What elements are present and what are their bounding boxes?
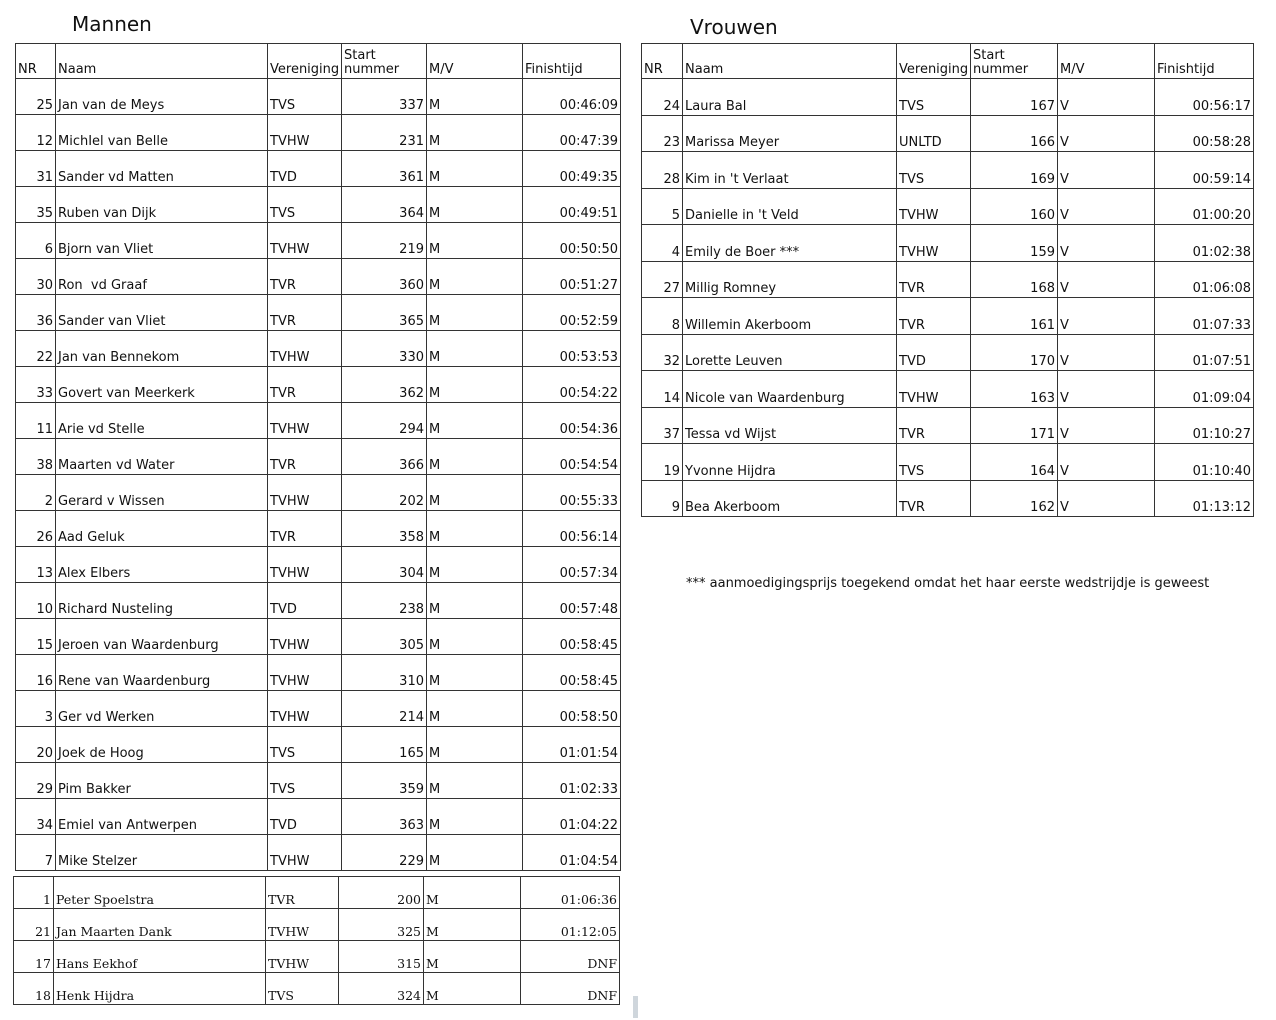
cell-club: TVHW [268, 223, 342, 259]
cell-mv: M [427, 151, 523, 187]
cell-name: Jan van de Meys [56, 79, 268, 115]
cell-club: TVHW [268, 403, 342, 439]
cell-nr: 31 [16, 151, 56, 187]
cell-mv: V [1058, 79, 1155, 116]
cell-name: Jeroen van Waardenburg [56, 619, 268, 655]
cell-mv: M [424, 877, 521, 909]
cell-nr: 23 [642, 115, 683, 152]
cell-start-number: 167 [971, 79, 1058, 116]
cell-club: TVS [268, 79, 342, 115]
cell-mv: V [1058, 298, 1155, 335]
cell-start-number: 324 [339, 973, 424, 1005]
table-row [16, 655, 621, 691]
cell-finish-time: 01:10:27 [1155, 407, 1254, 444]
cell-name: Sander van Vliet [56, 295, 268, 331]
table-row [642, 371, 1254, 408]
table-row [642, 298, 1254, 335]
cell-finish-time: 01:02:33 [523, 763, 621, 799]
cell-start-number: 358 [342, 511, 427, 547]
cell-start-number: 164 [971, 444, 1058, 481]
cell-finish-time: 00:52:59 [523, 295, 621, 331]
cell-finish-time: 00:58:50 [523, 691, 621, 727]
header-mv: M/V [1058, 44, 1155, 79]
cell-name: Hans Eekhof [54, 941, 266, 973]
table-row [16, 475, 621, 511]
cell-nr: 6 [16, 223, 56, 259]
cell-name: Richard Nusteling [56, 583, 268, 619]
table-row [16, 115, 621, 151]
cell-club: TVR [897, 298, 971, 335]
cell-finish-time: 00:56:17 [1155, 79, 1254, 116]
cell-finish-time: 01:07:51 [1155, 334, 1254, 371]
footnote: *** aanmoedigingsprijs toegekend omdat het haar eerste wedstrijdje is geweest [686, 576, 1210, 591]
table-row [16, 727, 621, 763]
cell-name: Jan Maarten Dank [54, 909, 266, 941]
cell-nr: 29 [16, 763, 56, 799]
cell-finish-time: 01:07:33 [1155, 298, 1254, 335]
cell-mv: V [1058, 371, 1155, 408]
cell-start-number: 365 [342, 295, 427, 331]
cell-finish-time: 01:10:40 [1155, 444, 1254, 481]
header-name: Naam [683, 44, 897, 79]
header-club: Vereniging [897, 44, 971, 79]
cell-finish-time: 00:55:33 [523, 475, 621, 511]
header-nr: NR [642, 44, 683, 79]
cell-start-number: 361 [342, 151, 427, 187]
cell-finish-time: 00:51:27 [523, 259, 621, 295]
cell-club: TVHW [268, 547, 342, 583]
cell-nr: 17 [14, 941, 54, 973]
table-row [16, 295, 621, 331]
cell-name: Joek de Hoog [56, 727, 268, 763]
cell-nr: 18 [14, 973, 54, 1005]
table-row [16, 835, 621, 871]
cell-nr: 10 [16, 583, 56, 619]
cell-mv: M [427, 367, 523, 403]
cell-start-number: 165 [342, 727, 427, 763]
cell-nr: 4 [642, 225, 683, 262]
cell-club: TVR [268, 511, 342, 547]
cell-start-number: 159 [971, 225, 1058, 262]
cell-nr: 36 [16, 295, 56, 331]
cell-finish-time: 00:54:36 [523, 403, 621, 439]
cell-club: TVS [897, 444, 971, 481]
cell-club: TVHW [268, 475, 342, 511]
men-results-table [15, 43, 621, 871]
header-start-number: Start nummer [342, 44, 427, 79]
cell-mv: V [1058, 188, 1155, 225]
cell-start-number: 330 [342, 331, 427, 367]
table-row [16, 223, 621, 259]
cell-finish-time: 01:02:38 [1155, 225, 1254, 262]
header-mv: M/V [427, 44, 523, 79]
cell-finish-time: 01:12:05 [521, 909, 620, 941]
cell-club: TVHW [268, 691, 342, 727]
cell-start-number: 362 [342, 367, 427, 403]
table-row [16, 187, 621, 223]
cell-start-number: 305 [342, 619, 427, 655]
cell-name: Mike Stelzer [56, 835, 268, 871]
cell-nr: 37 [642, 407, 683, 444]
cell-nr: 25 [16, 79, 56, 115]
cell-finish-time: DNF [521, 973, 620, 1005]
cell-name: Marissa Meyer [683, 115, 897, 152]
cell-finish-time: 00:49:35 [523, 151, 621, 187]
cell-nr: 11 [16, 403, 56, 439]
cell-finish-time: 00:58:45 [523, 655, 621, 691]
cell-club: UNLTD [897, 115, 971, 152]
table-row [642, 225, 1254, 262]
cell-club: TVD [268, 583, 342, 619]
cell-start-number: 325 [339, 909, 424, 941]
cell-club: TVD [897, 334, 971, 371]
cell-name: Ron vd Graaf [56, 259, 268, 295]
cell-club: TVHW [268, 115, 342, 151]
header-start-number: Start nummer [971, 44, 1058, 79]
women-results-table [641, 43, 1254, 517]
cell-name: Ger vd Werken [56, 691, 268, 727]
cell-club: TVS [266, 973, 339, 1005]
cell-mv: M [427, 403, 523, 439]
cell-mv: V [1058, 407, 1155, 444]
cell-club: TVS [897, 152, 971, 189]
table-row [642, 480, 1254, 517]
cell-start-number: 160 [971, 188, 1058, 225]
cell-mv: M [427, 223, 523, 259]
cell-nr: 3 [16, 691, 56, 727]
table-row [642, 444, 1254, 481]
cell-mv: V [1058, 115, 1155, 152]
cell-club: TVHW [897, 225, 971, 262]
cell-name: Kim in 't Verlaat [683, 152, 897, 189]
cell-mv: M [427, 295, 523, 331]
cell-mv: M [427, 691, 523, 727]
table-row [642, 407, 1254, 444]
cell-start-number: 366 [342, 439, 427, 475]
cell-club: TVS [268, 727, 342, 763]
cell-finish-time: 00:54:22 [523, 367, 621, 403]
table-row [16, 403, 621, 439]
cell-mv: M [424, 941, 521, 973]
cell-nr: 30 [16, 259, 56, 295]
cell-start-number: 238 [342, 583, 427, 619]
cell-mv: M [427, 763, 523, 799]
cell-name: MichIel van Belle [56, 115, 268, 151]
cell-name: Ruben van Dijk [56, 187, 268, 223]
cell-mv: M [427, 799, 523, 835]
table-header-row [642, 44, 1254, 79]
cell-start-number: 202 [342, 475, 427, 511]
cell-club: TVR [266, 877, 339, 909]
cell-name: Laura Bal [683, 79, 897, 116]
cell-start-number: 161 [971, 298, 1058, 335]
header-club: Vereniging [268, 44, 342, 79]
cell-mv: V [1058, 225, 1155, 262]
table-row [16, 691, 621, 727]
cell-club: TVR [897, 480, 971, 517]
cell-start-number: 229 [342, 835, 427, 871]
cell-finish-time: 00:47:39 [523, 115, 621, 151]
cell-club: TVHW [266, 909, 339, 941]
cell-mv: M [427, 439, 523, 475]
cell-name: Emily de Boer *** [683, 225, 897, 262]
cell-finish-time: DNF [521, 941, 620, 973]
table-row [14, 877, 620, 909]
table-header-row [16, 44, 621, 79]
header-finish-time: Finishtijd [1155, 44, 1254, 79]
table-row [16, 799, 621, 835]
table-row [16, 511, 621, 547]
cell-nr: 27 [642, 261, 683, 298]
cell-club: TVHW [897, 371, 971, 408]
cell-nr: 12 [16, 115, 56, 151]
cell-name: Henk Hijdra [54, 973, 266, 1005]
cell-mv: V [1058, 261, 1155, 298]
cell-nr: 15 [16, 619, 56, 655]
cell-name: Aad Geluk [56, 511, 268, 547]
cell-mv: M [427, 619, 523, 655]
cell-club: TVHW [266, 941, 339, 973]
cell-mv: M [427, 727, 523, 763]
cell-finish-time: 00:57:34 [523, 547, 621, 583]
cell-finish-time: 00:59:14 [1155, 152, 1254, 189]
men-results-table-extra [13, 876, 620, 1005]
cell-start-number: 171 [971, 407, 1058, 444]
cell-start-number: 200 [339, 877, 424, 909]
cell-start-number: 337 [342, 79, 427, 115]
cell-name: Maarten vd Water [56, 439, 268, 475]
cell-club: TVD [268, 799, 342, 835]
table-row [16, 583, 621, 619]
cell-name: Bjorn van Vliet [56, 223, 268, 259]
cell-finish-time: 00:58:45 [523, 619, 621, 655]
cell-name: Arie vd Stelle [56, 403, 268, 439]
cell-mv: M [424, 909, 521, 941]
table-row [16, 439, 621, 475]
cell-name: Rene van Waardenburg [56, 655, 268, 691]
cell-club: TVHW [268, 331, 342, 367]
cell-nr: 22 [16, 331, 56, 367]
table-row [16, 259, 621, 295]
cell-nr: 8 [642, 298, 683, 335]
cell-finish-time: 00:50:50 [523, 223, 621, 259]
cell-club: TVR [897, 407, 971, 444]
cell-finish-time: 00:49:51 [523, 187, 621, 223]
table-row [642, 115, 1254, 152]
cell-finish-time: 00:56:14 [523, 511, 621, 547]
cell-finish-time: 00:54:54 [523, 439, 621, 475]
table-row [16, 151, 621, 187]
cell-name: Govert van Meerkerk [56, 367, 268, 403]
cell-nr: 5 [642, 188, 683, 225]
cell-name: Sander vd Matten [56, 151, 268, 187]
cell-mv: M [427, 547, 523, 583]
cell-start-number: 214 [342, 691, 427, 727]
cell-start-number: 359 [342, 763, 427, 799]
table-row [642, 188, 1254, 225]
cell-club: TVHW [268, 835, 342, 871]
header-nr: NR [16, 44, 56, 79]
cell-finish-time: 01:06:08 [1155, 261, 1254, 298]
cell-finish-time: 01:06:36 [521, 877, 620, 909]
cell-start-number: 304 [342, 547, 427, 583]
cell-club: TVS [268, 763, 342, 799]
cell-start-number: 219 [342, 223, 427, 259]
header-finish-time: Finishtijd [523, 44, 621, 79]
cell-name: Pim Bakker [56, 763, 268, 799]
cell-finish-time: 01:01:54 [523, 727, 621, 763]
cell-club: TVR [268, 259, 342, 295]
cell-nr: 2 [16, 475, 56, 511]
table-row [642, 152, 1254, 189]
cell-start-number: 315 [339, 941, 424, 973]
table-row [16, 331, 621, 367]
table-row [16, 79, 621, 115]
cell-name: Peter Spoelstra [54, 877, 266, 909]
table-row [642, 79, 1254, 116]
cell-name: Lorette Leuven [683, 334, 897, 371]
cell-start-number: 170 [971, 334, 1058, 371]
cell-club: TVR [268, 439, 342, 475]
table-row [14, 909, 620, 941]
cell-name: Millig Romney [683, 261, 897, 298]
cell-mv: M [424, 973, 521, 1005]
cell-nr: 14 [642, 371, 683, 408]
table-row [14, 941, 620, 973]
cell-start-number: 364 [342, 187, 427, 223]
cell-club: TVHW [268, 655, 342, 691]
table-row [16, 547, 621, 583]
cell-nr: 34 [16, 799, 56, 835]
cell-club: TVR [268, 295, 342, 331]
cell-nr: 38 [16, 439, 56, 475]
cell-mv: M [427, 259, 523, 295]
cell-start-number: 231 [342, 115, 427, 151]
table-row [16, 367, 621, 403]
cell-name: Tessa vd Wijst [683, 407, 897, 444]
cell-finish-time: 01:00:20 [1155, 188, 1254, 225]
women-title: Vrouwen [690, 15, 778, 39]
cell-nr: 35 [16, 187, 56, 223]
cell-nr: 33 [16, 367, 56, 403]
cell-start-number: 360 [342, 259, 427, 295]
cell-nr: 32 [642, 334, 683, 371]
cell-mv: M [427, 187, 523, 223]
table-row [642, 261, 1254, 298]
cell-finish-time: 00:57:48 [523, 583, 621, 619]
table-row [14, 973, 620, 1005]
cell-mv: M [427, 79, 523, 115]
cell-start-number: 166 [971, 115, 1058, 152]
men-title: Mannen [72, 12, 152, 36]
cell-name: Jan van Bennekom [56, 331, 268, 367]
cell-club: TVS [268, 187, 342, 223]
cell-nr: 21 [14, 909, 54, 941]
cell-name: Alex Elbers [56, 547, 268, 583]
cell-name: Bea Akerboom [683, 480, 897, 517]
cell-mv: M [427, 331, 523, 367]
cell-mv: M [427, 115, 523, 151]
cell-start-number: 310 [342, 655, 427, 691]
cell-mv: M [427, 835, 523, 871]
cell-nr: 26 [16, 511, 56, 547]
cell-name: Yvonne Hijdra [683, 444, 897, 481]
cell-club: TVR [897, 261, 971, 298]
cell-finish-time: 01:04:54 [523, 835, 621, 871]
cell-mv: M [427, 511, 523, 547]
cell-nr: 13 [16, 547, 56, 583]
cell-mv: M [427, 583, 523, 619]
cell-start-number: 163 [971, 371, 1058, 408]
cell-name: Danielle in 't Veld [683, 188, 897, 225]
cell-nr: 24 [642, 79, 683, 116]
cell-start-number: 294 [342, 403, 427, 439]
header-name: Naam [56, 44, 268, 79]
table-row [16, 763, 621, 799]
cell-mv: V [1058, 480, 1155, 517]
cell-mv: M [427, 655, 523, 691]
cell-mv: V [1058, 334, 1155, 371]
cell-nr: 28 [642, 152, 683, 189]
cell-finish-time: 00:46:09 [523, 79, 621, 115]
cell-mv: V [1058, 152, 1155, 189]
cell-start-number: 169 [971, 152, 1058, 189]
cell-finish-time: 01:04:22 [523, 799, 621, 835]
cell-nr: 16 [16, 655, 56, 691]
cell-name: Emiel van Antwerpen [56, 799, 268, 835]
cell-mv: V [1058, 444, 1155, 481]
cell-club: TVR [268, 367, 342, 403]
cell-finish-time: 01:13:12 [1155, 480, 1254, 517]
table-row [16, 619, 621, 655]
cell-nr: 1 [14, 877, 54, 909]
cell-finish-time: 00:53:53 [523, 331, 621, 367]
cell-name: Nicole van Waardenburg [683, 371, 897, 408]
cell-finish-time: 00:58:28 [1155, 115, 1254, 152]
cell-name: Willemin Akerboom [683, 298, 897, 335]
cell-finish-time: 01:09:04 [1155, 371, 1254, 408]
cell-nr: 9 [642, 480, 683, 517]
cell-nr: 19 [642, 444, 683, 481]
cell-club: TVHW [897, 188, 971, 225]
cell-mv: M [427, 475, 523, 511]
cell-start-number: 363 [342, 799, 427, 835]
cell-nr: 20 [16, 727, 56, 763]
cell-club: TVHW [268, 619, 342, 655]
cell-club: TVD [268, 151, 342, 187]
scroll-indicator [633, 996, 638, 1018]
cell-start-number: 168 [971, 261, 1058, 298]
table-row [642, 334, 1254, 371]
cell-nr: 7 [16, 835, 56, 871]
cell-name: Gerard v Wissen [56, 475, 268, 511]
cell-start-number: 162 [971, 480, 1058, 517]
cell-club: TVS [897, 79, 971, 116]
